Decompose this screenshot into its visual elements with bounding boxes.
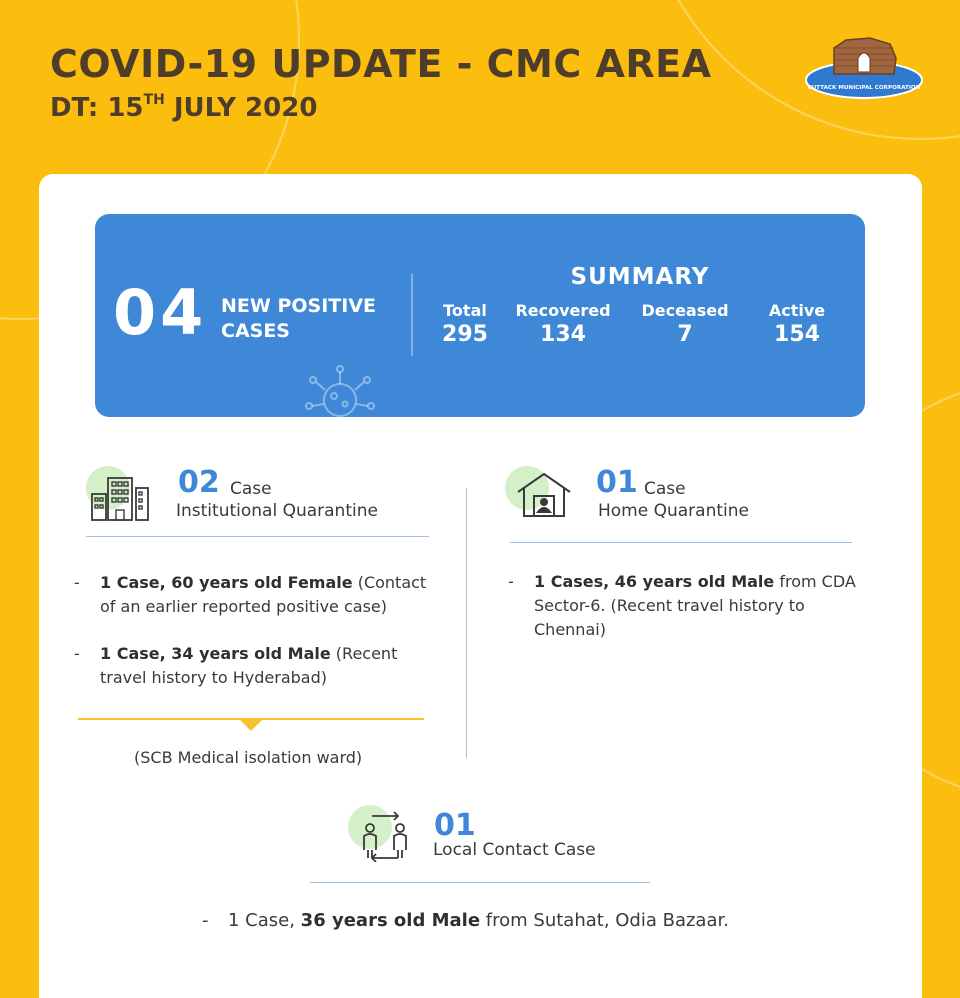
institutional-rule [86,536,429,537]
new-cases-label: NEW POSITIVE CASES [221,295,376,342]
institutional-label: Institutional Quarantine [176,501,378,521]
note-pointer [239,719,263,731]
stat-active: Active 154 [768,301,826,347]
home-case-word: Case [644,479,686,499]
list-item: - 1 Case, 34 years old Male (Recent travel history to Hyderabad) [74,644,398,687]
list-item: - 1 Case, 36 years old Male from Sutahat, Odia Bazaar. [202,910,729,931]
cmc-logo-icon [800,34,928,110]
local-rule [310,882,650,883]
page-date: DT: 15TH JULY 2020 [50,92,318,123]
summary-panel [95,214,865,417]
list-item: - 1 Case, 60 years old Female (Contact of an earlier reported positive case) [74,573,427,616]
local-label: Local Contact Case [433,840,596,860]
isolation-note: (SCB Medical isolation ward) [134,748,363,767]
new-cases-count: 04 [113,276,208,349]
institutional-count: 02 [178,465,220,500]
local-count: 01 [434,808,476,843]
page-title: COVID-19 UPDATE - CMC AREA [50,42,712,86]
stat-deceased: Deceased 7 [641,301,729,347]
institutional-case-word: Case [230,479,272,499]
column-divider [466,488,467,758]
summary-divider [411,274,413,356]
stat-total: Total 295 [442,301,488,347]
home-rule [510,542,852,543]
building-icon [90,474,152,522]
stat-recovered: Recovered 134 [515,301,611,347]
list-item: - 1 Cases, 46 years old Male from CDA Sector-6. (Recent travel history to Chennai) [508,572,856,639]
summary-title: SUMMARY [570,264,710,290]
home-icon [514,470,574,520]
virus-icon [300,362,380,417]
contact-people-icon [358,810,412,862]
home-label: Home Quarantine [598,501,749,521]
logo-text: CUTTACK MUNICIPAL CORPORATION [807,85,921,91]
home-count: 01 [596,465,638,500]
